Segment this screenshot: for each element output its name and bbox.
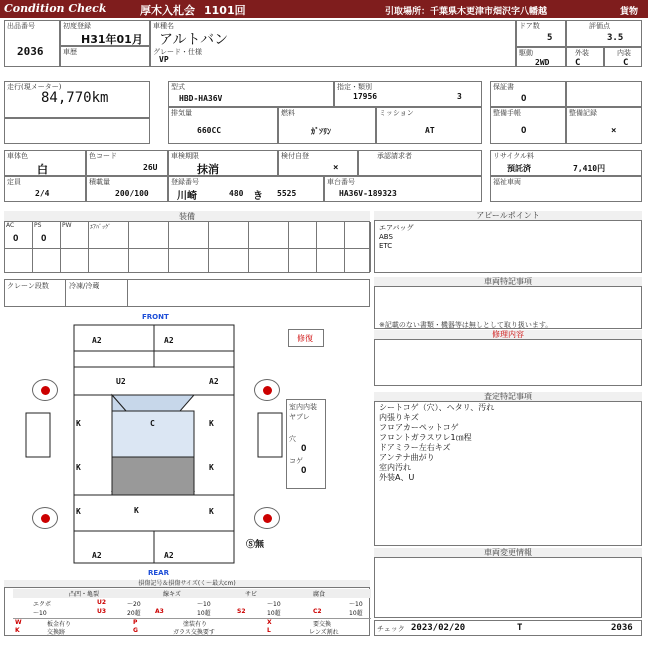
inspector-note: アンテナ曲がり: [379, 453, 435, 462]
repair-title: 修理内容: [374, 330, 642, 340]
legend-cell: 要交換: [313, 621, 332, 628]
equipment-panel: [4, 211, 370, 273]
pickup-location: 引取場所：千葉県木更津市畑沢字八幡越: [385, 7, 548, 17]
equipment-column: [209, 222, 249, 272]
interior-box: [286, 399, 326, 489]
lot-label: 出品番号: [7, 22, 35, 30]
cert-number: 17956: [353, 92, 378, 101]
legend-cell: 10超: [197, 610, 211, 617]
damage-mark: A2: [92, 336, 102, 345]
legend-cell: K: [15, 627, 20, 634]
legend-cell: ～10: [33, 610, 47, 617]
equipment-header: PW: [62, 222, 72, 229]
appeal-panel: [374, 211, 642, 273]
model-name-label: 車種名: [153, 22, 174, 30]
header-title: Condition Check: [4, 2, 107, 15]
legend-cell: 10超: [267, 610, 281, 617]
inspector-note: ドアミラー左右キズ: [379, 443, 451, 452]
damage-mark: K: [209, 463, 214, 472]
appeal-item: ABS: [379, 233, 393, 241]
damage-mark: K: [209, 507, 214, 516]
legend-row-4: [13, 627, 371, 636]
mileage-label: 走行(現メーター): [7, 83, 62, 91]
recycle-cell: [490, 150, 642, 176]
recycle-status: 預託済: [507, 164, 531, 173]
body-color: 白: [37, 163, 48, 176]
legend-cell: 20超: [127, 610, 141, 617]
lot-cell: [4, 20, 60, 67]
crane-panel: [4, 279, 370, 307]
repair-panel: [374, 330, 642, 386]
cert-label: 指定・類別: [337, 83, 372, 91]
load-cell: [86, 176, 168, 202]
legend-cell: U2: [97, 599, 107, 606]
drive-cell: [516, 47, 566, 67]
transfer-label: 承認請求者: [377, 152, 412, 160]
auction-name: 厚木入札会: [140, 4, 195, 17]
color-code-label: 色コード: [89, 152, 117, 160]
model-code: HBD-HA36V: [179, 94, 223, 103]
equipment-column: [169, 222, 209, 272]
notes-title: 車両特記事項: [374, 277, 642, 287]
plate-area: 川崎: [177, 191, 197, 202]
mileage-cell: [4, 81, 150, 118]
equipment-column: [89, 222, 129, 272]
welfare-cell: [490, 176, 642, 202]
mission-value: AT: [425, 126, 435, 135]
scorch-value: O: [301, 466, 307, 476]
fuel-label: 燃料: [281, 109, 295, 117]
inspector-note: シートコゲ（穴）、ヘタリ、汚れ: [379, 403, 495, 412]
plate-label: 登録番号: [171, 178, 199, 186]
inspection-label: 車検期限: [171, 152, 199, 160]
legend-panel: [4, 580, 370, 636]
cert-cell: [334, 81, 482, 107]
vehicle-notes-panel: [374, 277, 642, 329]
model-name: アルトバン: [159, 32, 229, 48]
manual-cell: [490, 107, 566, 144]
capacity-value: 2/4: [35, 189, 50, 198]
history-cell: [60, 46, 150, 67]
legend-cell: ～10: [349, 601, 363, 608]
legend-cell: 板金有り: [47, 621, 72, 628]
interior-cell: [604, 47, 642, 67]
inspection-cell: [168, 150, 278, 176]
hole-value: O: [301, 444, 307, 454]
inspection-value: 抹消: [197, 163, 219, 176]
fuel-value: ｶﾞｿﾘﾝ: [311, 127, 331, 136]
header-bar: [0, 0, 648, 18]
legend-cell: ～10: [197, 601, 211, 608]
equipment-value: O: [41, 234, 47, 244]
damage-mark: K: [209, 419, 214, 428]
rear-label: REAR: [148, 569, 169, 577]
equipment-header: AC: [6, 222, 15, 229]
notes-disclaimer: ※記載のない書類・機器等は無しとして取り扱います。: [379, 321, 553, 329]
damage-mark: C: [150, 419, 155, 428]
grade-label: グレード・仕様: [153, 48, 202, 56]
inspector-title: 査定特記事項: [374, 392, 642, 402]
damage-mark: K: [76, 419, 81, 428]
inspector-note: フロントガラスワレ1㎝程: [379, 433, 472, 442]
sunroof-indicator: Ⓢ無: [246, 540, 265, 550]
legend-cell: P: [133, 619, 138, 626]
legend-cell: 10超: [349, 610, 363, 617]
mileage-blank: [4, 118, 150, 144]
equipment-column: [33, 222, 61, 272]
score-label: 評価点: [589, 22, 610, 30]
equipment-column: [5, 222, 33, 272]
damage-mark: K: [134, 506, 139, 515]
hole-label: 穴: [289, 435, 296, 443]
color-code-cell: [86, 150, 168, 176]
legend-row-2: [13, 608, 371, 617]
session-number: 1101回: [204, 4, 246, 17]
legend-cell: ～20: [127, 601, 141, 608]
capacity-cell: [4, 176, 86, 202]
plate-kana: き: [253, 191, 263, 202]
registration-date: H31年01月: [81, 33, 143, 46]
checkin-label: 検付自登: [281, 152, 309, 160]
checker-initial: T: [517, 623, 523, 633]
warranty-value: O: [521, 94, 527, 104]
history-label: 車歴: [63, 48, 77, 56]
model-name-cell: [150, 20, 516, 67]
drive-value: 2WD: [535, 58, 550, 67]
exterior-label: 外装: [575, 49, 589, 57]
vehicle-type: 貨物: [620, 7, 639, 17]
equipment-column: [317, 222, 345, 272]
body-color-cell: [4, 150, 86, 176]
legend-cell: A3: [155, 608, 164, 615]
damage-mark: K: [76, 507, 81, 516]
registration-label: 初度登録: [63, 22, 91, 30]
displacement-value: 660CC: [197, 126, 222, 135]
legend-cell: W: [15, 619, 22, 626]
welfare-label: 福祉車両: [493, 178, 521, 186]
legend-cell: C2: [313, 608, 322, 615]
equipment-column: [289, 222, 317, 272]
plate-number: 5525: [277, 189, 297, 198]
exterior-cell: [566, 47, 604, 67]
wheel-front-right: [254, 379, 280, 401]
legend-title: 損傷記号＆損傷サイズ(く～最大cm): [4, 580, 370, 588]
equipment-header: ｴｱﾊﾞｯｸﾞ: [90, 224, 112, 231]
damage-mark: A2: [164, 551, 174, 560]
damage-mark: K: [76, 463, 81, 472]
transfer-cell: [358, 150, 482, 176]
checkin-cell: [278, 150, 358, 176]
chassis-label: 車台番号: [327, 178, 355, 186]
recycle-fee: 7,410円: [573, 164, 606, 173]
inspector-note: 室内汚れ: [379, 463, 411, 472]
legend-col-1: 凸凹・亀裂: [69, 591, 100, 598]
manual-label: 整備手帳: [493, 109, 521, 117]
crane-label: クレーン段数: [7, 282, 49, 290]
mission-cell: [376, 107, 482, 144]
doors-cell: [516, 20, 566, 47]
equipment-title: 装備: [4, 211, 370, 222]
grade-value: VP: [159, 55, 169, 64]
recycle-label: リサイクル料: [493, 152, 535, 160]
check-date: 2023/02/20: [411, 623, 466, 633]
interior-value: ヤブレ: [289, 413, 310, 421]
appeal-list: [379, 224, 413, 251]
changes-title: 車両変更情報: [374, 548, 642, 558]
score-cell: [566, 20, 642, 47]
legend-col-4: 腐食: [313, 591, 326, 598]
equipment-header: PS: [34, 222, 42, 229]
changes-panel: [374, 548, 642, 618]
legend-cell: X: [267, 619, 272, 626]
capacity-label: 定員: [7, 178, 21, 186]
damage-diagram: [4, 311, 370, 579]
damage-mark: A2: [209, 377, 219, 386]
fridge-label: 冷凍/冷蔵: [69, 282, 100, 290]
color-code: 26U: [143, 163, 158, 172]
warranty-blank: [566, 81, 642, 107]
equipment-column: [249, 222, 289, 272]
legend-cell: 塗装有り: [183, 621, 208, 628]
wheel-rear-left: [32, 507, 58, 529]
legend-col-3: サビ: [245, 591, 258, 598]
legend-cell: G: [133, 627, 138, 634]
warranty-cell: [490, 81, 566, 107]
wheel-rear-right: [254, 507, 280, 529]
mission-label: ミッション: [379, 109, 414, 117]
registration-cell: [60, 20, 150, 46]
interior-title: 室内内装: [289, 403, 317, 411]
checkin-value: ×: [333, 163, 339, 173]
mileage-value: 84,770km: [41, 90, 109, 106]
displacement-cell: [168, 107, 278, 144]
model-code-cell: [168, 81, 334, 107]
footer-panel: [374, 620, 642, 636]
legend-cell: レンズ割れ: [309, 629, 339, 636]
record-label: 整備記録: [569, 109, 597, 117]
cert-class: 3: [457, 92, 462, 101]
damage-mark: A2: [164, 336, 174, 345]
check-label: チェック: [377, 625, 405, 633]
damage-mark: U2: [116, 377, 126, 386]
appeal-item: エアバッグ: [379, 224, 414, 232]
equipment-column: [61, 222, 89, 272]
legend-cell: 交換跡: [47, 629, 66, 636]
interior-grade: C: [623, 58, 629, 68]
doors-label: ドア数: [519, 22, 540, 30]
equipment-value: O: [13, 234, 19, 244]
legend-cell: ガラス交換要す: [173, 629, 215, 636]
appeal-item: ETC: [379, 242, 393, 250]
legend-cell: S2: [237, 608, 246, 615]
record-cell: [566, 107, 642, 144]
exterior-grade: C: [575, 58, 581, 68]
legend-cell: U3: [97, 608, 107, 615]
appeal-title: アピールポイント: [374, 211, 642, 221]
fuel-cell: [278, 107, 376, 144]
manual-value: O: [521, 126, 527, 136]
record-value: ×: [611, 126, 617, 136]
repair-history-box: [288, 329, 324, 347]
body-color-label: 車体色: [7, 152, 28, 160]
warranty-label: 保証書: [493, 83, 514, 91]
plate-class: 480: [229, 189, 244, 198]
legend-cell: エクボ: [33, 601, 52, 608]
displacement-label: 排気量: [171, 109, 192, 117]
wheel-front-left: [32, 379, 58, 401]
legend-row-1: [13, 599, 371, 608]
inspector-note: 外装A、U: [379, 473, 415, 482]
legend-col-2: 線キズ: [163, 591, 181, 598]
legend-header-row: [13, 589, 371, 598]
damage-mark: A2: [92, 551, 102, 560]
equipment-column: [129, 222, 169, 272]
chassis-cell: [324, 176, 482, 202]
legend-cell: ～10: [267, 601, 281, 608]
inspector-note: フロアカーペットコゲ: [379, 423, 459, 432]
doors-value: 5: [547, 33, 553, 43]
equipment-column: [345, 222, 371, 272]
model-code-label: 型式: [171, 83, 185, 91]
score-value: 3.5: [607, 33, 624, 43]
lot-number: 2036: [17, 45, 44, 58]
legend-cell: L: [267, 627, 271, 634]
inspector-notes-panel: [374, 392, 642, 546]
scorch-label: コゲ: [289, 457, 303, 465]
load-value: 200/100: [115, 189, 149, 198]
drive-label: 駆動: [519, 49, 533, 57]
interior-label: 内装: [617, 49, 631, 57]
plate-cell: [168, 176, 324, 202]
inspector-list: [379, 403, 494, 483]
chassis-number: HA36V-189323: [339, 189, 397, 198]
inspector-note: 内張りキズ: [379, 413, 419, 422]
front-label: FRONT: [142, 313, 169, 321]
legend-row-3: [13, 618, 371, 627]
repair-history-label: 修復: [297, 334, 313, 343]
footer-lot-number: 2036: [611, 623, 633, 633]
load-label: 積載量: [89, 178, 110, 186]
